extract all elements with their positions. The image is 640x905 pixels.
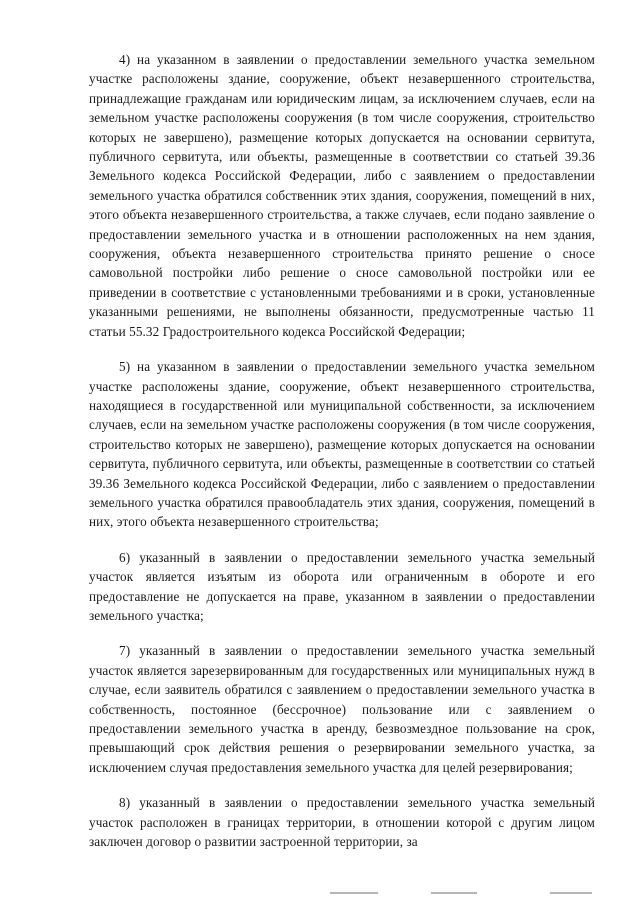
paragraph-item-8: 8) указанный в заявлении о предоставлении земельного участка земельный участок расположен в границах территории, в отношении которой с другим лицом заключен договор о развитии застроенной территории, за bbox=[89, 795, 595, 850]
paragraph-item-5: 5) на указанном в заявлении о предоставлении земельного участка земельном участке расположены здание, сооружение, объект незавершенного строительства, находящиеся в государственной или муниципальной собственности, за исключением случаев, если на земельном участке расположены сооружения (в том числе сооружения, строительство которых не завершено), размещение которых допускается на основании сервитута, публичного сервитута, или объекты, размещенные в соответствии со статьей 39.36 Земельного кодекса Российской Федерации, либо с заявлением о предоставлении земельного участка обратился правообладатель этих здания, сооружения, помещений в них, этого объекта незавершенного строительства; bbox=[89, 359, 595, 530]
scan-mark bbox=[330, 892, 378, 894]
scan-mark bbox=[431, 892, 477, 894]
paragraph-item-6: 6) указанный в заявлении о предоставлении земельного участка земельный участок является изъятым из оборота или ограниченным в обороте и его предоставление не допускается на праве, указанном в заявлении о предоставлении земельного участка; bbox=[89, 549, 595, 623]
scan-mark bbox=[550, 892, 592, 894]
paragraph-item-7: 7) указанный в заявлении о предоставлении земельного участка земельный участок является зарезервированным для государственных или муниципальных нужд в случае, если заявитель обратился с заявлением о предоставлении земельного участка в собственность, постоянное (бессрочное) пользование или с заявлением о предоставлении земельного участка в аренду, безвозмездное пользование на срок, превышающий срок действия решения о резервировании земельного участка, за исключением случая предоставления земельного участка для целей резервирования; bbox=[89, 643, 595, 775]
scan-footer-marks bbox=[0, 892, 640, 898]
paragraph-item-4: 4) на указанном в заявлении о предоставлении земельного участка земельном участке расположены здание, сооружение, объект незавершенного строительства, принадлежащие гражданам или юридическим лицам, за исключением случаев, если на земельном участке расположены сооружения (в том числе сооружения, строительство которых не завершено), размещение которых допускается на основании сервитута, публичного сервитута, или объекты, размещенные в соответствии со статьей 39.36 Земельного кодекса Российской Федерации, либо с заявлением о предоставлении земельного участка обратился собственник этих здания, сооружения, помещений в них, этого объекта незавершенного строительства, а также случаев, если подано заявление о предоставлении земельного участка и в отношении расположенных на нем здания, сооружения, объекта незавершенного строительства принято решение о сносе самовольной постройки либо решение о сносе самовольной постройки или ее приведении в соответствие с установленными требованиями и в сроки, установленные указанными решениями, не выполнены обязанности, предусмотренные частью 11 статьи 55.32 Градостроительного кодекса Российской Федерации; bbox=[89, 52, 595, 339]
document-page bbox=[89, 50, 595, 851]
